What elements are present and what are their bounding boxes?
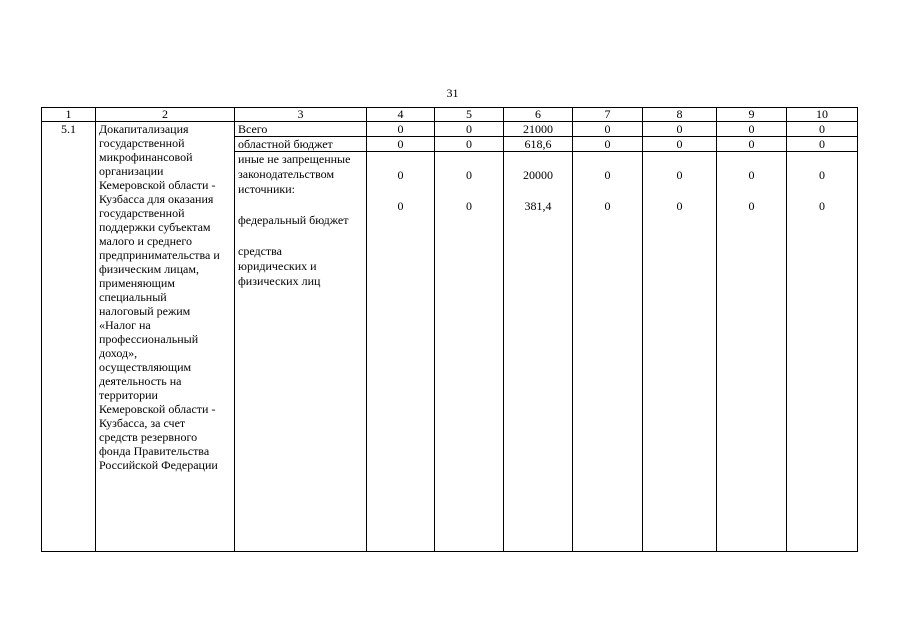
item-name-line: «Налог на xyxy=(99,318,151,332)
column-number: 5 xyxy=(435,108,504,122)
value-cell: 0 xyxy=(604,168,611,182)
value-cell: 0 xyxy=(643,122,717,137)
item-name-line: Кузбасса, за счет xyxy=(99,416,186,430)
value-cell: 0 xyxy=(573,122,643,137)
value-cell: 618,6 xyxy=(504,137,573,152)
item-name-line: поддержки субъектам xyxy=(99,220,211,234)
item-name-line: специальный xyxy=(99,290,167,304)
item-name-line: Российской Федерации xyxy=(99,458,218,472)
item-name-line: физическим лицам, xyxy=(99,262,199,276)
value-column xyxy=(787,152,858,552)
item-name-line: применяющим xyxy=(99,276,175,290)
column-number: 2 xyxy=(96,108,235,122)
item-name-line: малого и среднего xyxy=(99,234,192,248)
column-number: 10 xyxy=(787,108,858,122)
value-column xyxy=(573,152,643,552)
value-column xyxy=(504,152,573,552)
other-sources-line: законодательством xyxy=(238,167,335,181)
value-column xyxy=(367,152,435,552)
value-cell: 381,4 xyxy=(524,199,552,213)
column-number: 1 xyxy=(42,108,96,122)
item-name-line: Кузбасса для оказания xyxy=(99,192,214,206)
value-column xyxy=(435,152,504,552)
budget-table xyxy=(41,107,858,552)
other-sources-line: источники: xyxy=(238,182,295,196)
item-name-line: Кемеровской области - xyxy=(99,402,216,416)
item-name-line: предпринимательства и xyxy=(99,248,220,262)
value-cell: 0 xyxy=(466,199,472,213)
source-label-total: Всего xyxy=(235,122,367,137)
item-name-line: деятельность на xyxy=(99,374,182,388)
item-name-line: микрофинансовой xyxy=(99,150,193,164)
value-column xyxy=(643,152,717,552)
item-name-line: осуществляющим xyxy=(99,360,192,374)
value-cell: 0 xyxy=(435,137,504,152)
entities-line: юридических и xyxy=(238,259,317,273)
value-cell: 0 xyxy=(717,137,787,152)
item-name-line: доход», xyxy=(99,346,138,360)
page-number: 31 xyxy=(446,86,459,100)
item-name-line: профессиональный xyxy=(99,332,199,346)
value-cell: 0 xyxy=(787,122,858,137)
column-number-row xyxy=(42,108,858,122)
table-row-total xyxy=(42,122,858,137)
column-number: 7 xyxy=(573,108,643,122)
value-cell: 0 xyxy=(787,137,858,152)
value-cell: 0 xyxy=(435,122,504,137)
value-cell: 0 xyxy=(367,122,435,137)
item-name-line: организации xyxy=(99,164,164,178)
column-number: 3 xyxy=(235,108,367,122)
other-sources-line: иные не запрещенные xyxy=(238,152,351,166)
entities-line: средства xyxy=(238,244,283,258)
value-cell: 0 xyxy=(748,199,755,213)
source-label-other xyxy=(235,152,367,552)
item-name-line: фонда Правительства xyxy=(99,444,210,458)
item-name-line: Докапитализация xyxy=(99,122,189,136)
value-cell: 0 xyxy=(643,137,717,152)
value-cell: 0 xyxy=(819,199,825,213)
value-cell: 0 xyxy=(397,168,404,182)
value-cell: 20000 xyxy=(523,168,553,182)
column-number: 9 xyxy=(717,108,787,122)
value-cell: 0 xyxy=(717,122,787,137)
item-name-line: государственной xyxy=(99,136,185,150)
source-label-regional: областной бюджет xyxy=(235,137,367,152)
column-number: 8 xyxy=(643,108,717,122)
item-name-line: налоговый режим xyxy=(99,304,191,318)
value-cell: 0 xyxy=(676,168,683,182)
item-name-line: Кемеровской области - xyxy=(99,178,216,192)
value-cell: 21000 xyxy=(504,122,573,137)
value-column xyxy=(717,152,787,552)
column-number: 6 xyxy=(504,108,573,122)
value-cell: 0 xyxy=(573,137,643,152)
value-cell: 0 xyxy=(397,199,404,213)
value-cell: 0 xyxy=(819,168,825,182)
value-cell: 0 xyxy=(676,199,683,213)
item-number: 5.1 xyxy=(42,122,96,552)
entities-line: физических лиц xyxy=(238,274,321,288)
value-cell: 0 xyxy=(748,168,755,182)
item-name-line: территории xyxy=(99,388,158,402)
item-name xyxy=(96,122,235,552)
item-name-line: государственной xyxy=(99,206,185,220)
item-name-line: средств резервного xyxy=(99,430,198,444)
source-label-federal: федеральный бюджет xyxy=(238,213,349,227)
value-cell: 0 xyxy=(367,137,435,152)
column-number: 4 xyxy=(367,108,435,122)
value-cell: 0 xyxy=(604,199,611,213)
value-cell: 0 xyxy=(466,168,472,182)
